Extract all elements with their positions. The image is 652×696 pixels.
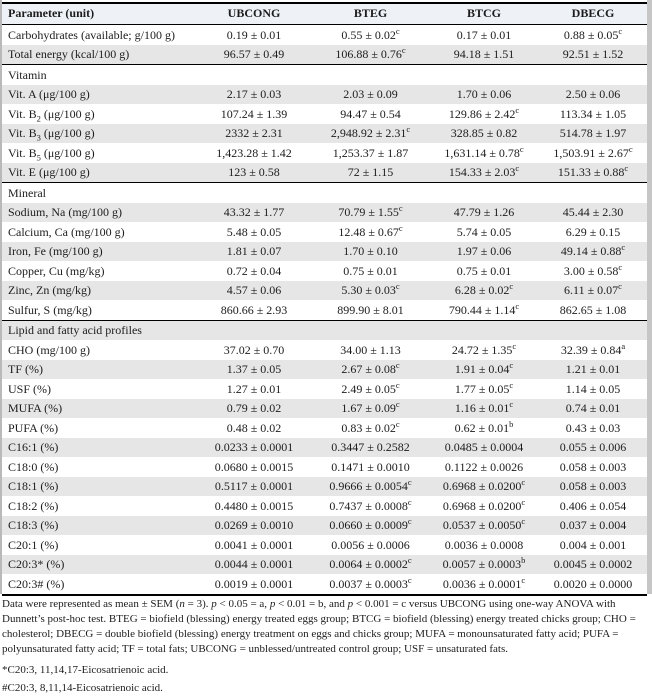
value-cell: 0.3447 ± 0.2582 (331, 440, 410, 454)
value-cell: 0.058 ± 0.003 (559, 459, 627, 474)
table-row (2, 555, 647, 575)
value-cell: 0.055 ± 0.006 (559, 440, 627, 454)
row-label: PUFA (%) (8, 420, 59, 435)
value-cell: 862.65 ± 1.08 (559, 302, 627, 317)
value-cell: 0.406 ± 0.054 (559, 498, 627, 513)
value-cell: 12.48 ± 0.67$^c$ (338, 222, 403, 239)
section-label: Mineral (8, 185, 46, 200)
value-cell: 0.48 ± 0.02 (226, 420, 282, 435)
value-cell: 2.50 ± 0.06 (565, 87, 621, 101)
row-label: MUFA (%) (8, 401, 63, 415)
value-cell: 0.62 ± 0.01$^b$ (454, 418, 514, 435)
table-row (2, 418, 647, 438)
row-label: Zinc, Zn (mg/kg) (8, 283, 91, 297)
section-label: Vitamin (8, 67, 47, 82)
value-cell: 2.03 ± 0.09 (343, 87, 398, 101)
value-cell: 0.72 ± 0.04 (226, 263, 282, 278)
value-cell: 94.47 ± 0.54 (340, 106, 401, 121)
table-row (2, 143, 647, 163)
value-cell: 0.0269 ± 0.0010 (214, 518, 294, 532)
value-cell: 0.0233 ± 0.0001 (214, 440, 294, 454)
group-column-header: UBCONG (227, 6, 281, 20)
table-row (2, 457, 647, 477)
row-label: Copper, Cu (mg/kg) (8, 263, 105, 278)
table-row (2, 45, 647, 65)
value-cell: 49.14 ± 0.88$^c$ (560, 242, 626, 258)
value-cell: 72 ± 1.15 (347, 165, 394, 179)
footnote-general: Data were represented as mean ± SEM (n = 3). p < 0.05 = a, p < 0.01 = b, and p < 0.001 = c versus UBCONG using one-way ANOVA with Dunnett’s post-hoc test. BTEG = biofield (blessing) energy treated eggs group; BTCG = biofield (blessing) energy treated chicks group; CHO = cholesterol; DBECG = double biofield (blessing) energy treatment on eggs and chicks group; MUFA = monounsaturated fatty acid; PUFA = polyunsaturated fatty acid; TF = total fats; UBCONG = unblessed/untreated control group; USF = unsaturated fats. (2, 598, 636, 655)
value-cell: 0.0537 ± 0.0050$^c$ (442, 516, 526, 532)
value-cell: 2.17 ± 0.03 (226, 87, 282, 101)
value-cell: 0.55 ± 0.02$^c$ (341, 25, 400, 42)
value-cell: 6.11 ± 0.07$^c$ (564, 281, 622, 297)
value-cell: 45.44 ± 2.30 (562, 205, 624, 219)
value-cell: 34.00 ± 1.13 (340, 342, 401, 357)
value-cell: 1,631.14 ± 0.78$^c$ (444, 143, 524, 160)
value-cell: 2332 ± 2.31 (225, 126, 283, 140)
row-label: Sodium, Na (mg/100 g) (8, 205, 122, 219)
value-cell: 0.83 ± 0.02$^c$ (341, 418, 400, 435)
value-cell: 0.037 ± 0.004 (559, 518, 627, 532)
value-cell: 0.6968 ± 0.0200$^c$ (442, 496, 526, 513)
value-cell: 5.74 ± 0.05 (456, 224, 512, 239)
table-row (2, 516, 647, 536)
value-cell: 0.1122 ± 0.0026 (444, 459, 524, 474)
value-cell: 0.43 ± 0.03 (565, 420, 621, 435)
value-cell: 0.9666 ± 0.0054$^c$ (329, 477, 412, 493)
value-cell: 123 ± 0.58 (228, 165, 280, 179)
value-cell: 6.29 ± 0.15 (565, 224, 621, 239)
value-cell: 0.7437 ± 0.0008$^c$ (329, 496, 412, 513)
value-cell: 328.85 ± 0.82 (450, 126, 518, 140)
group-column-header: DBECG (571, 6, 615, 20)
value-cell: 1.14 ± 0.05 (565, 381, 621, 396)
value-cell: 96.57 ± 0.49 (223, 47, 285, 61)
table-row (2, 25, 647, 45)
value-cell: 70.79 ± 1.55$^c$ (338, 203, 403, 219)
table-footnotes (2, 597, 648, 696)
value-cell: 1.97 ± 0.06 (456, 244, 512, 258)
row-label: C18:0 (%) (8, 459, 59, 474)
value-cell: 5.30 ± 0.03$^c$ (341, 281, 400, 297)
value-cell: 899.90 ± 8.01 (337, 302, 404, 317)
footnote-hash: #C20:3, 8,11,14-Eicosatrienoic acid. (2, 682, 163, 694)
table-row (2, 242, 647, 262)
table-row (2, 535, 647, 555)
table-header-row (2, 3, 647, 25)
value-cell: 0.79 ± 0.02 (226, 401, 282, 415)
row-label: Sulfur, S (mg/kg) (8, 302, 92, 317)
nutrition-table-container (2, 2, 647, 596)
value-cell: 514.78 ± 1.97 (559, 126, 627, 140)
group-column-header: BTEG (353, 6, 388, 20)
page-right-edge (647, 0, 652, 594)
value-cell: 47.79 ± 1.26 (453, 205, 515, 219)
value-cell: 94.18 ± 1.51 (453, 47, 515, 61)
value-cell: 0.75 ± 0.01 (456, 263, 512, 278)
value-cell: 92.51 ± 1.52 (562, 47, 624, 61)
value-cell: 129.86 ± 2.42$^c$ (448, 104, 520, 121)
value-cell: 0.5117 ± 0.0001 (214, 479, 294, 493)
value-cell: 1.21 ± 0.01 (565, 362, 621, 376)
section-row (2, 320, 647, 340)
value-cell: 1,253.37 ± 1.87 (332, 145, 409, 160)
value-cell: 1.67 ± 0.09$^c$ (341, 399, 400, 415)
table-row (2, 340, 647, 360)
row-label: USF (%) (8, 381, 52, 396)
footnote-star: *C20:3, 11,14,17-Eicosatrienoic acid. (2, 664, 169, 676)
value-cell: 2,948.92 ± 2.31$^c$ (330, 124, 411, 140)
table-row (2, 203, 647, 223)
row-label: C18:3 (%) (8, 518, 59, 532)
value-cell: 1.70 ± 0.10 (343, 244, 398, 258)
row-label: Carbohydrates (available; g/100 g) (8, 27, 175, 42)
value-cell: 0.0680 ± 0.0015 (214, 459, 294, 474)
value-cell: 151.33 ± 0.88$^c$ (557, 163, 629, 179)
section-label: Lipid and fatty acid profiles (8, 323, 142, 337)
table-row (2, 574, 647, 595)
value-cell: 1.70 ± 0.06 (456, 87, 512, 101)
table-row (2, 281, 647, 301)
value-cell: 0.0064 ± 0.0002$^c$ (329, 555, 412, 571)
value-cell: 0.88 ± 0.05$^c$ (563, 25, 623, 42)
value-cell: 4.57 ± 0.06 (226, 283, 282, 297)
value-cell: 1.27 ± 0.01 (226, 381, 282, 396)
row-label: Iron, Fe (mg/100 g) (8, 244, 103, 258)
value-cell: 106.88 ± 0.76$^c$ (335, 45, 406, 61)
row-label: C16:1 (%) (8, 440, 59, 454)
parameter-column-header: Parameter (unit) (8, 6, 95, 20)
value-cell: 5.48 ± 0.05 (226, 224, 282, 239)
table-row (2, 104, 647, 124)
row-label: CHO (mg/100 g) (8, 342, 90, 357)
value-cell: 1.77 ± 0.05$^c$ (454, 379, 514, 396)
group-column-header: BTCG (466, 6, 501, 20)
value-cell: 37.02 ± 0.70 (223, 342, 285, 357)
row-label: C18:2 (%) (8, 498, 59, 513)
value-cell: 0.0020 ± 0.0000 (553, 576, 633, 591)
value-cell: 0.0036 ± 0.0008 (444, 537, 524, 552)
value-cell: 0.0041 ± 0.0001 (214, 537, 294, 552)
value-cell: 0.1471 ± 0.0010 (331, 459, 410, 474)
value-cell: 0.0056 ± 0.0006 (331, 537, 410, 552)
row-label: Calcium, Ca (mg/100 g) (8, 224, 125, 239)
table-row (2, 163, 647, 183)
table-body (2, 25, 647, 595)
value-cell: 0.0057 ± 0.0003$^b$ (442, 555, 526, 571)
value-cell: 0.75 ± 0.01 (343, 263, 398, 278)
row-label: Vit. E (μg/100 g) (8, 165, 90, 179)
table-row (2, 496, 647, 516)
value-cell: 0.0485 ± 0.0004 (444, 440, 524, 454)
row-label: C20:3# (%) (8, 576, 65, 591)
table-row (2, 438, 647, 458)
value-cell: 3.00 ± 0.58$^c$ (563, 261, 623, 278)
section-row (2, 183, 647, 203)
value-cell: 0.004 ± 0.001 (559, 537, 627, 552)
value-cell: 0.0019 ± 0.0001 (214, 576, 294, 591)
value-cell: 1.37 ± 0.05 (226, 362, 282, 376)
value-cell: 1,423.28 ± 1.42 (216, 145, 292, 160)
value-cell: 0.0045 ± 0.0002 (553, 557, 633, 571)
value-cell: 113.34 ± 1.05 (559, 106, 627, 121)
value-cell: 1.81 ± 0.07 (226, 244, 282, 258)
row-label: TF (%) (8, 362, 43, 376)
value-cell: 0.0036 ± 0.0001$^c$ (442, 574, 526, 591)
value-cell: 0.6968 ± 0.0200$^c$ (442, 477, 526, 493)
section-row (2, 65, 647, 85)
value-cell: 0.17 ± 0.01 (456, 27, 512, 42)
value-cell: 0.19 ± 0.01 (226, 27, 282, 42)
row-label: Vit. $B_3$ (μg/100 g) (8, 126, 95, 143)
value-cell: 6.28 ± 0.02$^c$ (454, 281, 514, 297)
table-row (2, 477, 647, 497)
value-cell: 0.0660 ± 0.0009$^c$ (329, 516, 412, 532)
value-cell: 32.39 ± 0.84$^a$ (560, 340, 626, 357)
value-cell: 1,503.91 ± 2.67$^c$ (553, 143, 633, 160)
row-label: Vit. $B_5$ (μg/100 g) (8, 145, 95, 162)
value-cell: 107.24 ± 1.39 (220, 106, 288, 121)
row-label: Total energy (kcal/100 g) (8, 47, 130, 61)
value-cell: 1.16 ± 0.01$^c$ (454, 399, 514, 415)
value-cell: 154.33 ± 2.03$^c$ (448, 163, 520, 179)
row-label: Vit. A (μg/100 g) (8, 87, 90, 101)
table-row (2, 222, 647, 242)
value-cell: 860.66 ± 2.93 (220, 302, 288, 317)
value-cell: 0.058 ± 0.003 (559, 479, 627, 493)
value-cell: 1.91 ± 0.04$^c$ (454, 360, 514, 376)
nutrition-parameters-table (2, 2, 647, 596)
value-cell: 24.72 ± 1.35$^c$ (451, 340, 517, 357)
value-cell: 0.0044 ± 0.0001 (214, 557, 294, 571)
value-cell: 2.67 ± 0.08$^c$ (341, 360, 400, 376)
value-cell: 43.32 ± 1.77 (223, 205, 285, 219)
table-row (2, 261, 647, 281)
table-row (2, 360, 647, 380)
value-cell: 0.4480 ± 0.0015 (214, 498, 294, 513)
value-cell: 0.0037 ± 0.0003$^c$ (329, 574, 412, 591)
table-row (2, 379, 647, 399)
row-label: C18:1 (%) (8, 479, 59, 493)
table-header (2, 3, 647, 25)
table-row (2, 300, 647, 320)
row-label: Vit. $B_2$ (μg/100 g) (8, 106, 95, 123)
table-row (2, 85, 647, 105)
value-cell: 2.49 ± 0.05$^c$ (341, 379, 400, 396)
row-label: C20:3* (%) (8, 557, 65, 571)
value-cell: 790.44 ± 1.14$^c$ (448, 300, 520, 317)
row-label: C20:1 (%) (8, 537, 59, 552)
table-row (2, 124, 647, 144)
table-row (2, 399, 647, 419)
value-cell: 0.74 ± 0.01 (565, 401, 621, 415)
